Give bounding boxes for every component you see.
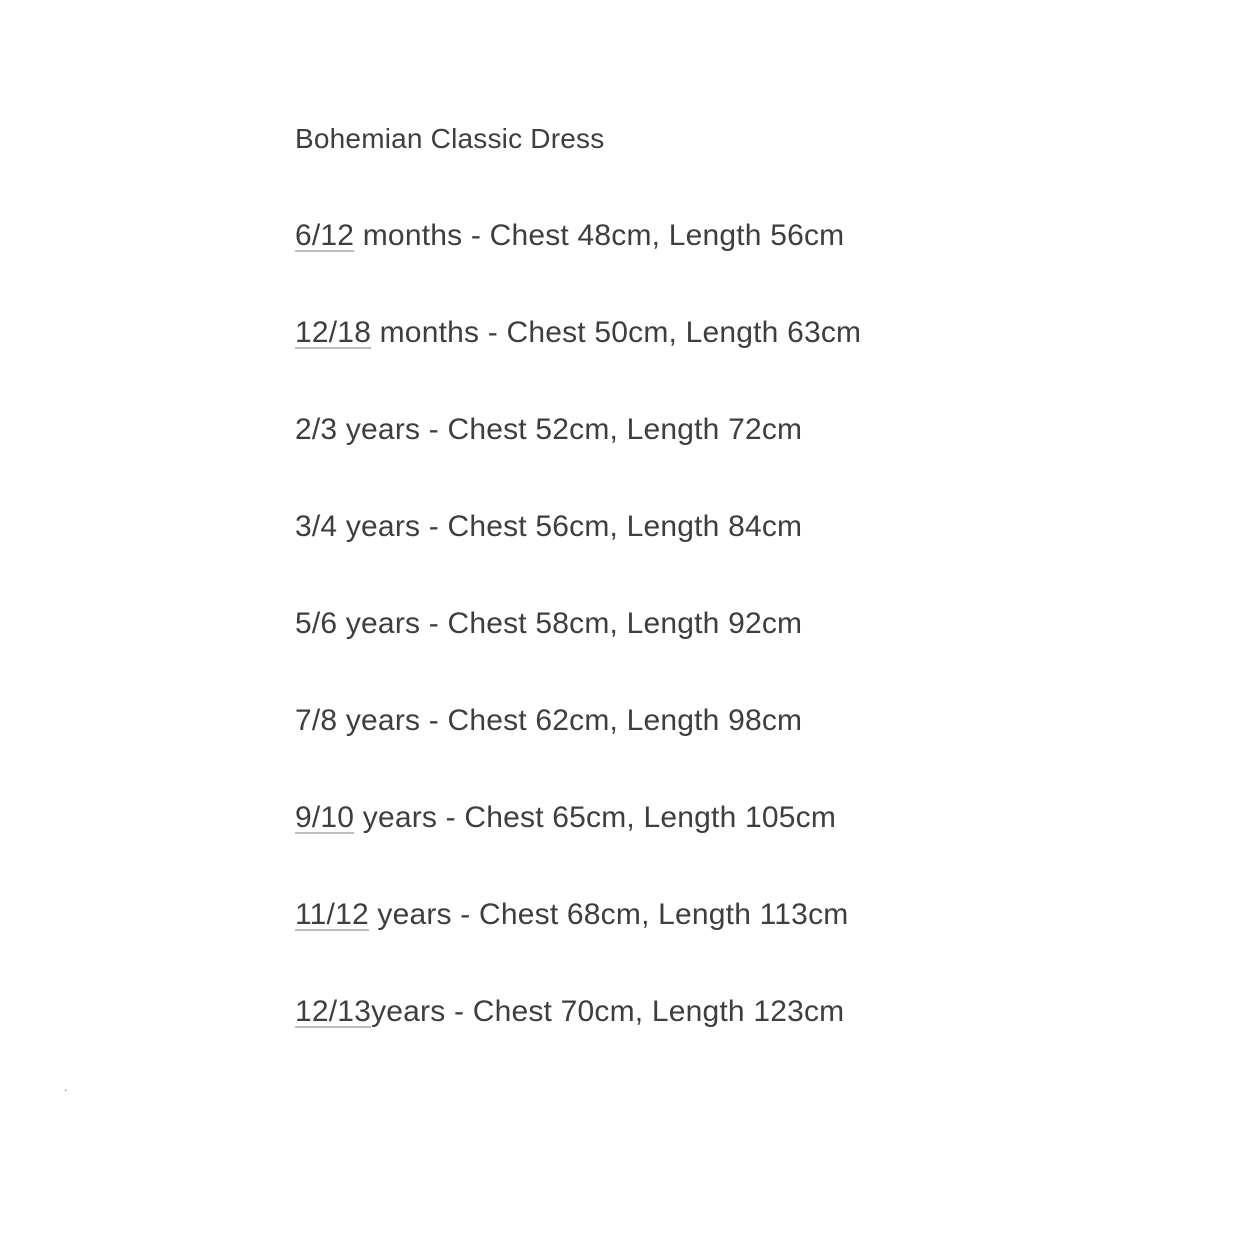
size-value: 7/8 [295, 704, 338, 737]
size-row [295, 506, 1175, 548]
size-value: 5/6 [295, 607, 338, 640]
size-value-link[interactable]: 12/13 [295, 995, 372, 1028]
size-row-text: years - Chest 58cm, Length 92cm [337, 607, 803, 640]
size-value-link[interactable]: 12/18 [295, 316, 372, 349]
size-value-link[interactable]: 6/12 [295, 219, 355, 252]
size-row-text: years - Chest 62cm, Length 98cm [337, 704, 803, 737]
size-row [295, 700, 1175, 742]
size-row-text: years - Chest 56cm, Length 84cm [337, 510, 803, 543]
size-row-text: months - Chest 50cm, Length 63cm [371, 316, 862, 349]
size-row-text: years - Chest 70cm, Length 123cm [371, 995, 845, 1028]
size-value: 3/4 [295, 510, 338, 543]
size-value-link[interactable]: 9/10 [295, 801, 355, 834]
size-row-text: years - Chest 65cm, Length 105cm [354, 801, 837, 834]
size-value-link[interactable]: 11/12 [295, 898, 369, 931]
size-row-text: years - Chest 68cm, Length 113cm [368, 898, 849, 931]
size-row [295, 894, 1175, 936]
size-row-text: months - Chest 48cm, Length 56cm [354, 219, 845, 252]
size-row [295, 797, 1175, 839]
size-row-text: years - Chest 52cm, Length 72cm [337, 413, 803, 446]
size-row [295, 215, 1175, 257]
size-row [295, 409, 1175, 451]
product-title: Bohemian Classic Dress [295, 123, 605, 154]
size-row [295, 991, 1175, 1033]
size-row [295, 312, 1175, 354]
size-value: 2/3 [295, 413, 338, 446]
size-row [295, 603, 1175, 645]
stray-dot-mark: . [64, 1080, 68, 1094]
size-chart-content [295, 118, 1175, 1088]
